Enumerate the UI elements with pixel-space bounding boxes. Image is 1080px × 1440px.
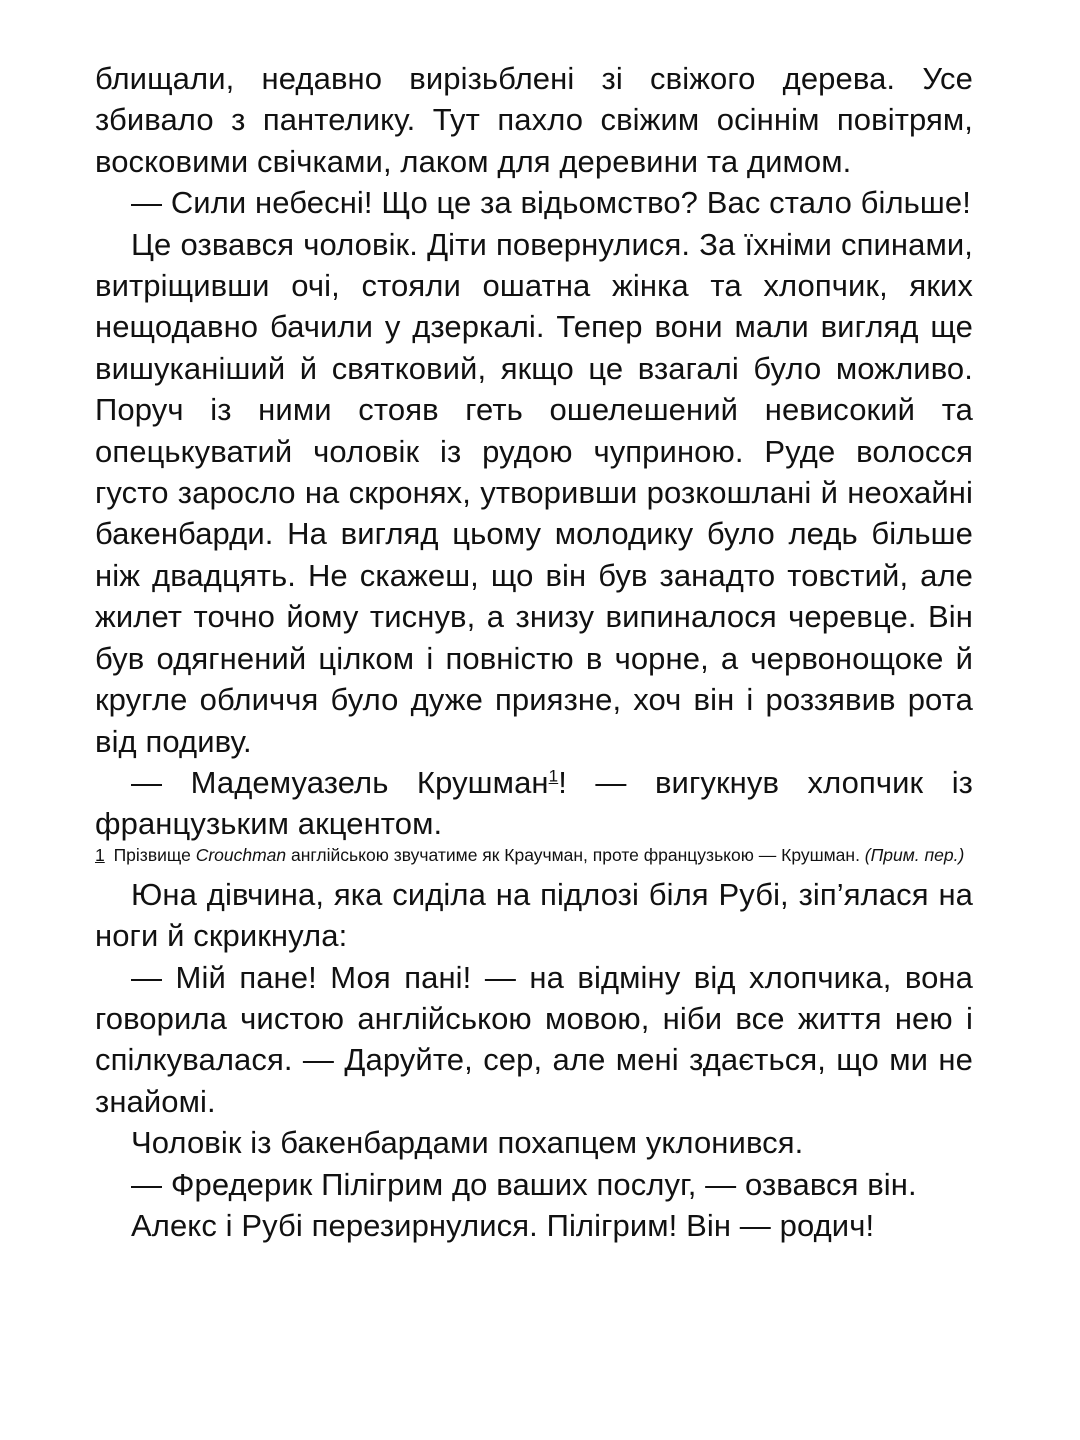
footnote-number: 1 <box>95 844 105 865</box>
paragraph <box>95 957 973 1123</box>
paragraph <box>95 58 973 182</box>
italic-text: (Прим. пер.) <box>864 844 965 865</box>
paragraph <box>95 224 973 762</box>
text-segment: блищали, недавно вирізьблені зі свіжого дерева. Усе збивало з пантелику. Тут пахло свіжим осіннім повітрям, восковими свічками, лаком для деревини та димом. <box>95 61 973 179</box>
text-segment: Чоловік із бакенбардами похапцем уклонився. <box>131 1125 804 1161</box>
paragraph <box>95 182 973 223</box>
paragraph <box>95 1122 973 1163</box>
text-segment: ! — вигукнув хлопчик із французьким акцентом. <box>95 764 973 842</box>
text-segment: — Сили небесні! Що це за відьомство? Вас стало більше! <box>131 185 971 221</box>
text-segment: Алекс і Рубі перезирнулися. Пілігрим! Він — родич! <box>131 1207 875 1243</box>
book-page <box>95 58 973 1246</box>
text-segment: — Фредерик Пілігрим до ваших послуг, — озвався він. <box>131 1166 917 1202</box>
footnote <box>95 845 973 866</box>
text-segment: — Мадемуазель Крушман <box>131 764 549 800</box>
text-before-footnote <box>95 58 973 845</box>
text-segment: — Мій пане! Моя пані! — на відміну від хлопчика, вона говорила чистою англійською мовою, ніби все життя нею і спілкувалася. — Даруйте, сер, але мені здається, що ми не знайомі. <box>95 959 973 1119</box>
text-after-footnote <box>95 874 973 1247</box>
text-segment: Це озвався чоловік. Діти повернулися. За їхніми спинами, витріщивши очі, стояли ошатна жінка та хлопчик, яких нещодавно бачили у дзеркалі. Тепер вони мали вигляд ще вишуканіший й святковий, якщо це взагалі було можливо. Поруч із ними стояв геть ошелешений невисокий та опецькуватий чоловік із рудою чуприною. Руде волосся густо заросло на скронях, утворивши розкошлані й неохайні бакенбарди. На вигляд цьому молодику було ледь більше ніж двадцять. Не скажеш, що він був занадто товстий, але жилет точно йому тиснув, а знизу випиналося черевце. Він був одягнений цілком і повністю в чорне, а червонощоке й кругле обличчя було дуже приязне, хоч він і роззявив рота від подиву. <box>95 226 973 759</box>
text-segment: Юна дівчина, яка сиділа на підлозі біля Рубі, зіп’ялася на ноги й скрикнула: <box>95 876 973 954</box>
paragraph <box>95 874 973 957</box>
footnote-reference: 1 <box>548 766 559 786</box>
paragraph <box>95 762 973 845</box>
paragraph <box>95 1205 973 1246</box>
italic-text: Crouchman <box>195 844 287 865</box>
paragraph <box>95 1164 973 1205</box>
text-segment: англійською звучатиме як Краучман, проте французькою — Крушман. <box>286 844 865 865</box>
text-segment: Прізвище <box>108 844 196 865</box>
